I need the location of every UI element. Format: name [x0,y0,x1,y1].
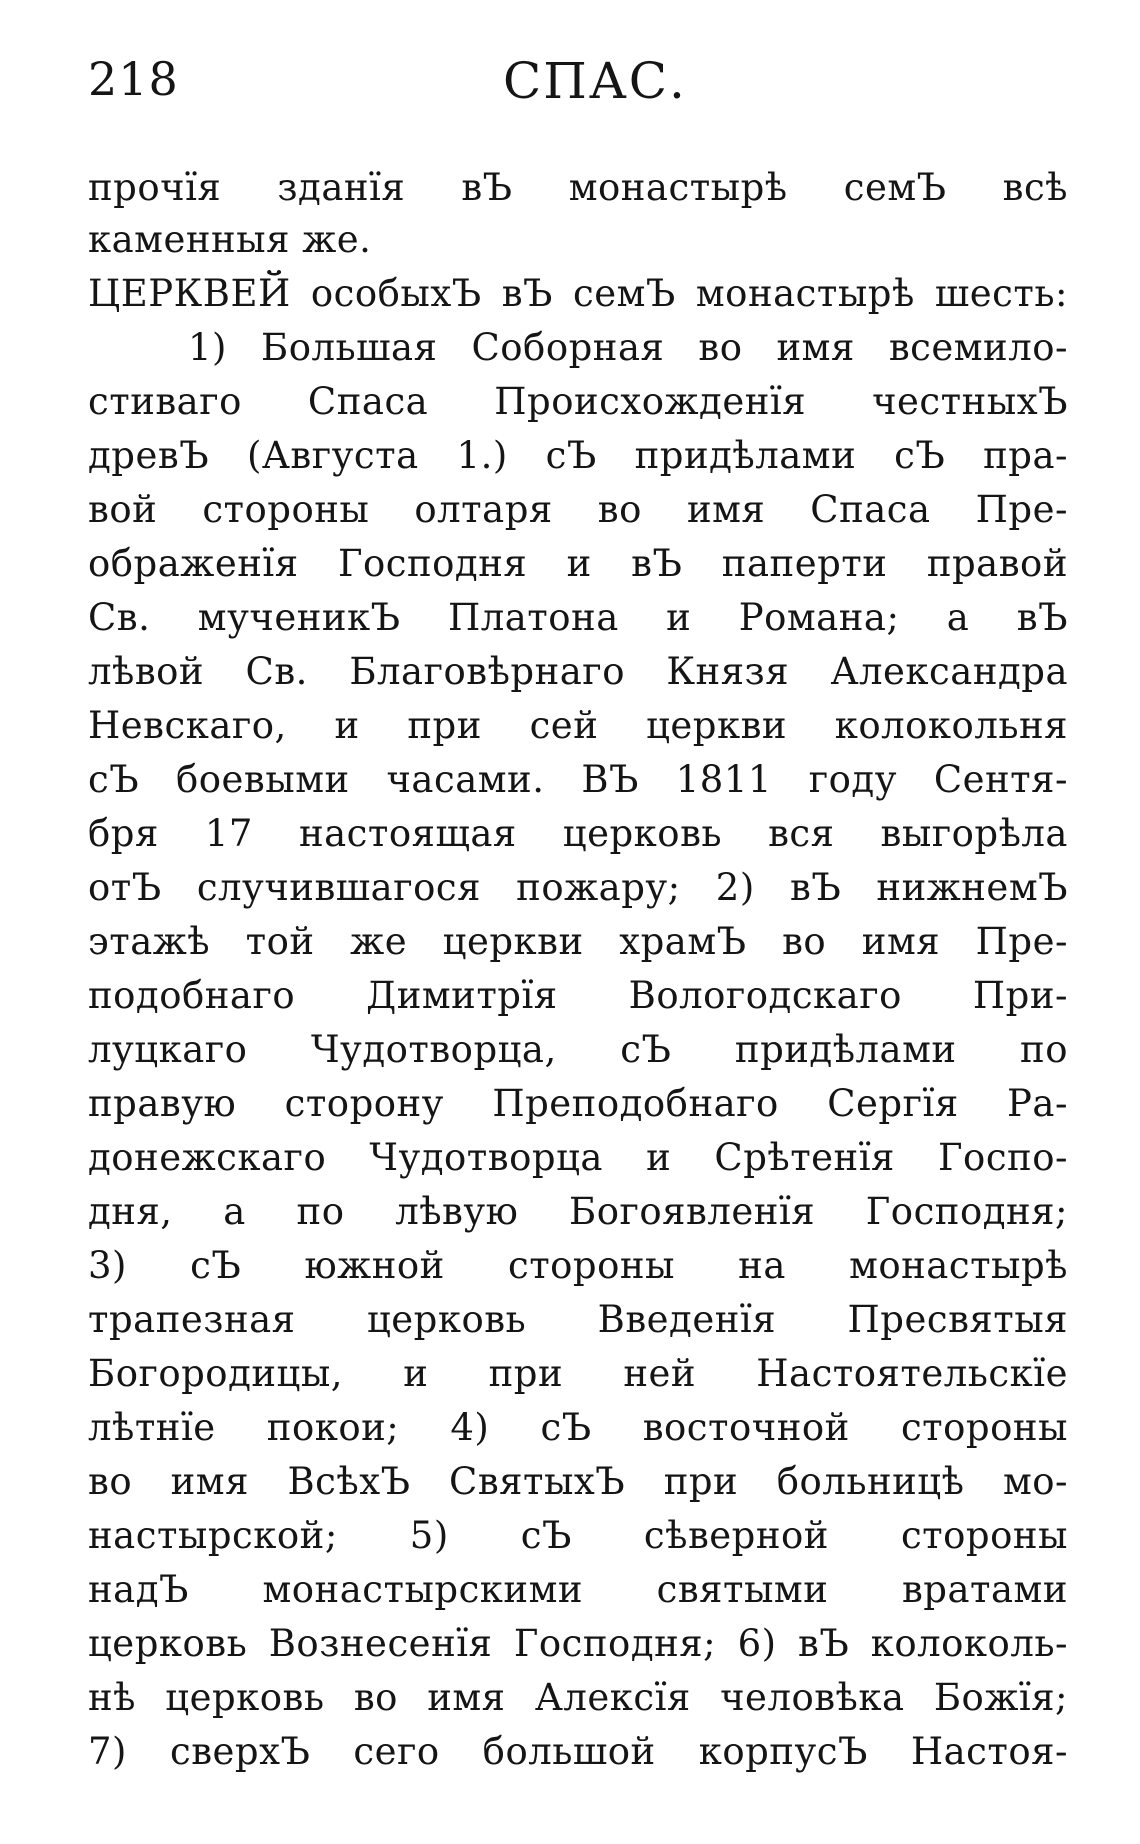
text-line: правую сторону Преподобнаго Сергїя Ра- [88,1082,1068,1125]
text-line: нѣ церковь во имя Алексїя человѣка Божїя; [88,1676,1068,1719]
text-line: вой стороны олтаря во имя Спаса Пре- [88,488,1068,531]
text-line: Св. мученикЪ Платона и Романа; а вЪ [88,596,1068,639]
text-line: отЪ случившагося пожару; 2) вЪ нижнемЪ [88,866,1068,909]
page-header [88,52,1048,122]
text-line: луцкаго Чудотворца, сЪ придѣлами по [88,1028,1068,1071]
text-line: во имя ВсѣхЪ СвятыхЪ при больницѣ мо- [88,1460,1068,1503]
page-number: 218 [88,52,179,106]
text-line: бря 17 настоящая церковь вся выгорѣла [88,812,1068,855]
text-line: сЪ боевыми часами. ВЪ 1811 году Сентя- [88,758,1068,801]
text-line: подобнаго Димитрїя Вологодскаго При- [88,974,1068,1017]
text-line: надЪ монастырскими святыми вратами [88,1568,1068,1611]
running-title: СПАС. [503,52,687,110]
text-line: Невскаго, и при сей церкви колокольня [88,704,1068,747]
text-line: настырской; 5) сЪ сѣверной стороны [88,1514,1068,1557]
text-line: прочїя зданїя вЪ монастырѣ семЪ всѣ [88,166,1068,209]
text-line: лѣтнїе покои; 4) сЪ восточной стороны [88,1406,1068,1449]
text-line: церковь Вознесенїя Господня; 6) вЪ колоколь- [88,1622,1068,1665]
text-line: этажѣ той же церкви храмЪ во имя Пре- [88,920,1068,963]
text-line: 3) сЪ южной стороны на монастырѣ [88,1244,1068,1287]
text-line: ЦЕРКВЕЙ особыхЪ вЪ семЪ монастырѣ шесть: [88,272,1068,315]
text-line: лѣвой Св. Благовѣрнаго Князя Александра [88,650,1068,693]
text-line: каменныя же. [88,218,372,261]
text-line: древЪ (Августа 1.) сЪ придѣлами сЪ пра- [88,434,1068,477]
text-line: Богородицы, и при ней Настоятельскїе [88,1352,1068,1395]
text-line: трапезная церковь Введенїя Пресвятыя [88,1298,1068,1341]
text-line: 7) сверхЪ сего большой корпусЪ Настоя- [88,1730,1068,1773]
text-line: дня, а по лѣвую Богоявленїя Господня; [88,1190,1068,1233]
text-line: 1) Большая Соборная во имя всемило- [188,326,1068,369]
body-text [88,160,1068,1800]
text-line: стиваго Спаса Происхожденїя честныхЪ [88,380,1068,423]
text-line: ображенїя Господня и вЪ паперти правой [88,542,1068,585]
text-line: донежскаго Чудотворца и Срѣтенїя Госпо- [88,1136,1068,1179]
